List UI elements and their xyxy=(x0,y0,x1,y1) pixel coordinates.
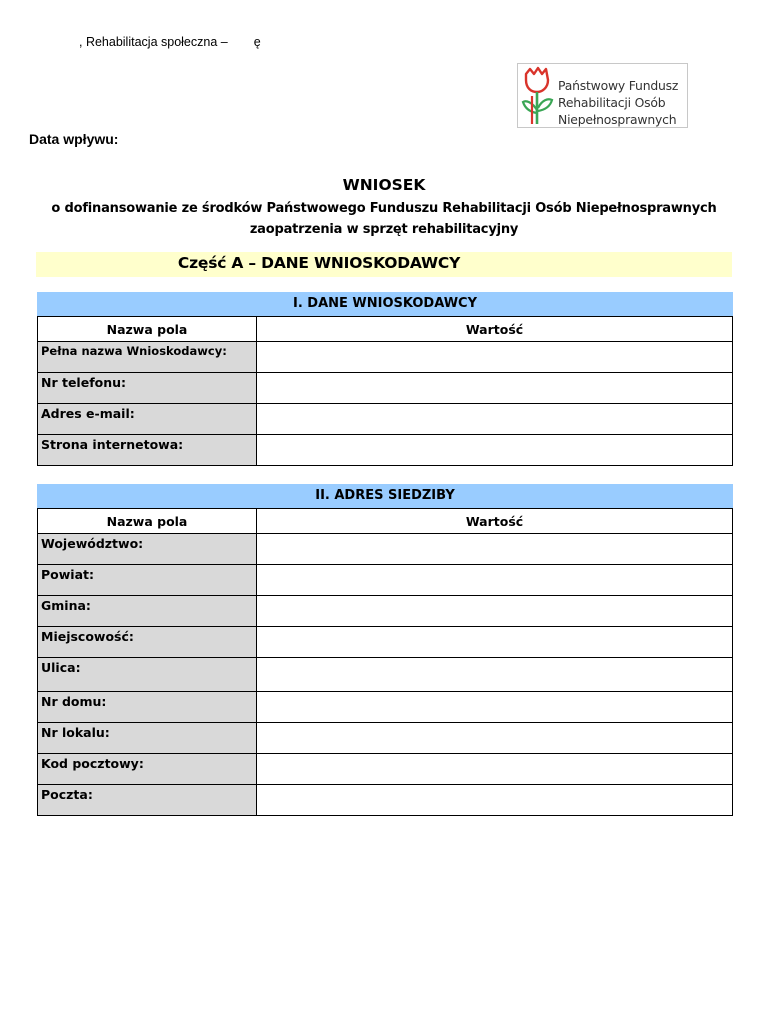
section-title: II. ADRES SIEDZIBY xyxy=(37,484,733,508)
subtitle-line: o dofinansowanie ze środków Państwowego Funduszu Rehabilitacji Osób Niepełnosprawnych xyxy=(51,201,717,216)
commune-input[interactable] xyxy=(257,605,732,619)
apartment-number-input[interactable] xyxy=(257,732,732,746)
website-input[interactable] xyxy=(257,444,732,458)
field-label-county: Powiat: xyxy=(38,565,257,596)
table-header-row xyxy=(38,509,733,534)
document-subtitle xyxy=(0,198,768,240)
post-office-input[interactable] xyxy=(257,794,732,808)
field-label-postal-code: Kod pocztowy: xyxy=(38,754,257,785)
postal-code-input[interactable] xyxy=(257,763,732,777)
field-label-house-number: Nr domu: xyxy=(38,692,257,723)
street-cell[interactable] xyxy=(257,658,733,692)
postal-code-cell[interactable] xyxy=(257,754,733,785)
logo-line: Niepełnosprawnych xyxy=(558,112,677,127)
table-row xyxy=(38,723,733,754)
subtitle-line: zaopatrzenia w sprzęt rehabilitacyjny xyxy=(249,222,519,237)
table-row xyxy=(38,404,733,435)
field-label-apartment-number: Nr lokalu: xyxy=(38,723,257,754)
pfron-logo xyxy=(517,63,688,128)
part-a-banner xyxy=(36,252,732,277)
logo-line: Rehabilitacji Osób xyxy=(558,95,666,110)
field-label-post-office: Poczta: xyxy=(38,785,257,816)
street-input[interactable] xyxy=(257,668,732,682)
house-number-input[interactable] xyxy=(257,701,732,715)
table-row xyxy=(38,627,733,658)
column-header-field-name: Nazwa pola xyxy=(38,509,257,534)
locality-input[interactable] xyxy=(257,636,732,650)
phone-input[interactable] xyxy=(257,382,732,396)
logo-text xyxy=(558,77,678,128)
header-text-fragment: ę xyxy=(253,35,261,49)
website-cell[interactable] xyxy=(257,435,733,466)
field-label-phone: Nr telefonu: xyxy=(38,373,257,404)
column-header-field-name: Nazwa pola xyxy=(38,317,257,342)
table-row xyxy=(38,692,733,723)
email-input[interactable] xyxy=(257,413,732,427)
county-cell[interactable] xyxy=(257,565,733,596)
field-label-street: Ulica: xyxy=(38,658,257,692)
full-name-input[interactable] xyxy=(257,351,732,365)
email-cell[interactable] xyxy=(257,404,733,435)
table-row xyxy=(38,565,733,596)
table-row xyxy=(38,754,733,785)
table-row xyxy=(38,658,733,692)
field-label-website: Strona internetowa: xyxy=(38,435,257,466)
table-row xyxy=(38,342,733,373)
logo-line: Państwowy Fundusz xyxy=(558,78,679,93)
locality-cell[interactable] xyxy=(257,627,733,658)
column-header-value: Wartość xyxy=(257,317,733,342)
document-title: WNIOSEK xyxy=(342,176,426,194)
county-input[interactable] xyxy=(257,574,732,588)
applicant-data-table xyxy=(37,316,733,466)
table-row xyxy=(38,373,733,404)
table-row xyxy=(38,534,733,565)
house-number-cell[interactable] xyxy=(257,692,733,723)
voivodeship-input[interactable] xyxy=(257,543,732,557)
section-applicant-data xyxy=(37,292,733,466)
address-table xyxy=(37,508,733,816)
table-row xyxy=(38,785,733,816)
table-row xyxy=(38,435,733,466)
commune-cell[interactable] xyxy=(257,596,733,627)
section-title: I. DANE WNIOSKODAWCY xyxy=(37,292,733,316)
field-label-locality: Miejscowość: xyxy=(38,627,257,658)
full-name-cell[interactable] xyxy=(257,342,733,373)
voivodeship-cell[interactable] xyxy=(257,534,733,565)
field-label-commune: Gmina: xyxy=(38,596,257,627)
table-header-row xyxy=(38,317,733,342)
apartment-number-cell[interactable] xyxy=(257,723,733,754)
table-row xyxy=(38,596,733,627)
field-label-email: Adres e-mail: xyxy=(38,404,257,435)
phone-cell[interactable] xyxy=(257,373,733,404)
part-a-title: Część A – DANE WNIOSKODAWCY xyxy=(177,254,461,272)
header-text: , Rehabilitacja społeczna – xyxy=(79,35,228,49)
document-header-line xyxy=(79,35,261,49)
section-registered-address xyxy=(37,484,733,816)
field-label-voivodeship: Województwo: xyxy=(38,534,257,565)
column-header-value: Wartość xyxy=(257,509,733,534)
post-office-cell[interactable] xyxy=(257,785,733,816)
receipt-date-label: Data wpływu: xyxy=(29,131,119,147)
tulip-logo-icon xyxy=(520,66,556,126)
field-label-full-name: Pełna nazwa Wnioskodawcy: xyxy=(38,342,257,373)
